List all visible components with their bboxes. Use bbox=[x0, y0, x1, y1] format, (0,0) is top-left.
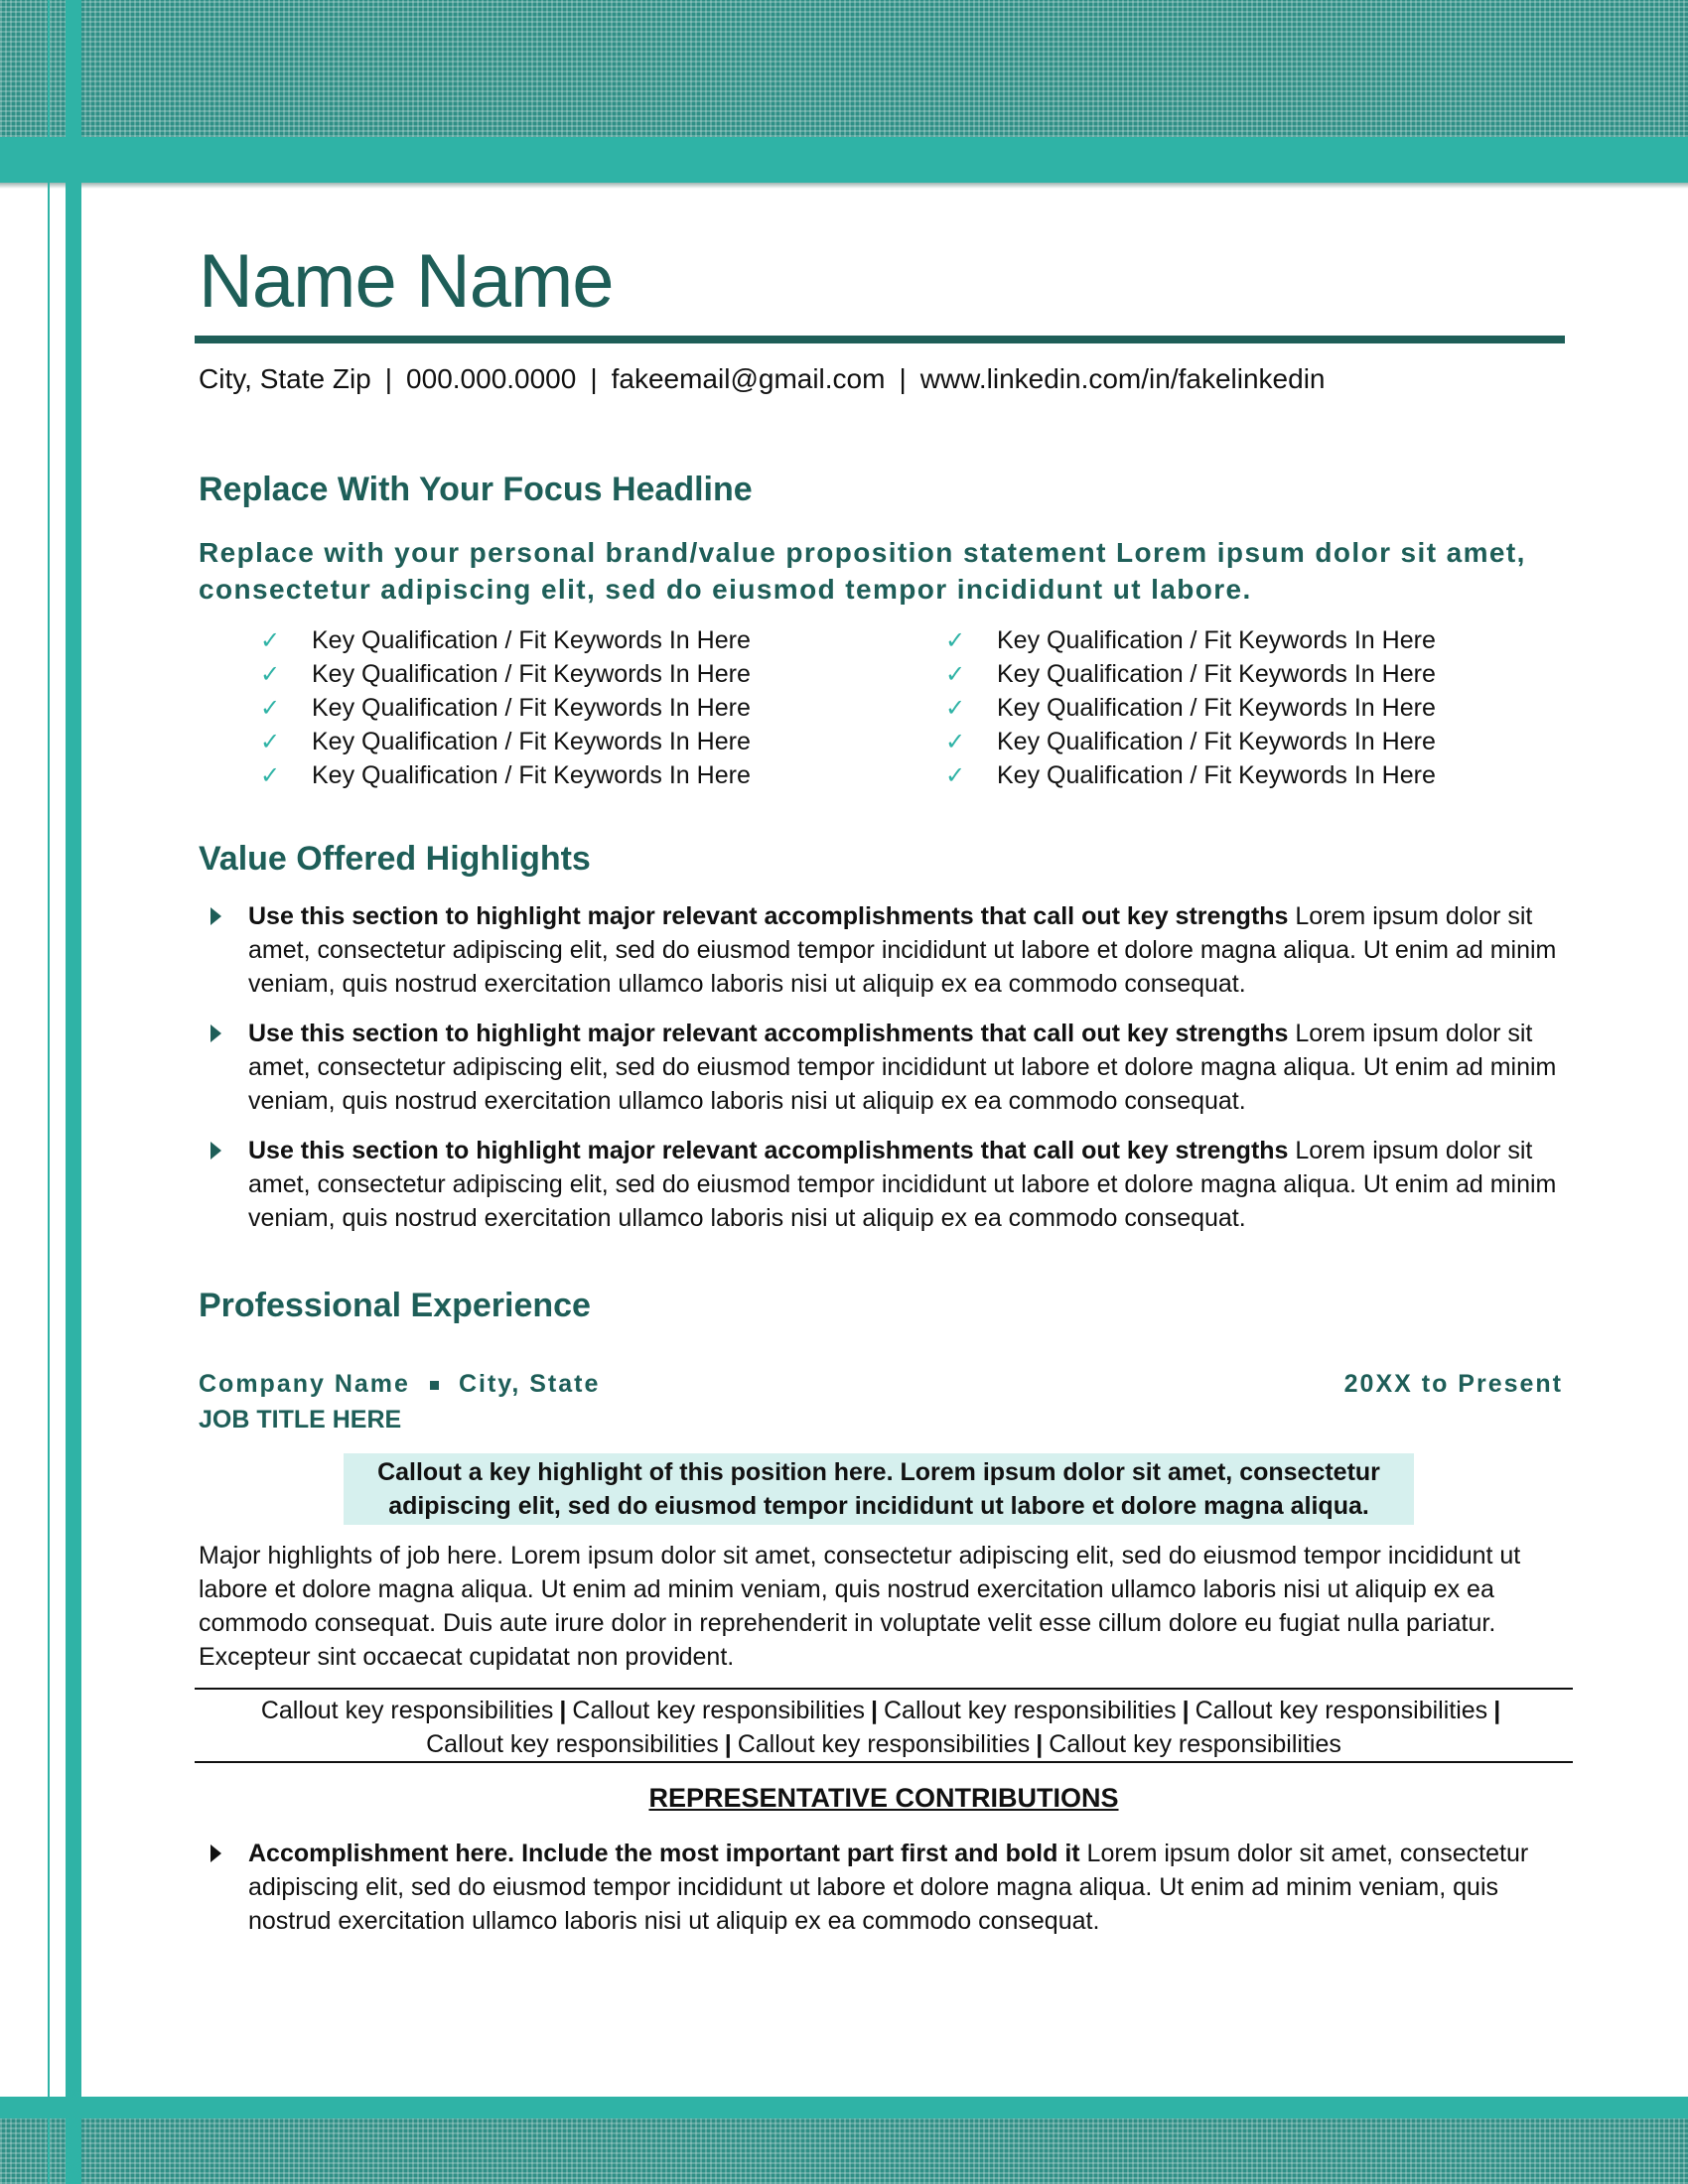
accomplishment-item bbox=[199, 1837, 1581, 1938]
responsibilities-row bbox=[195, 1694, 1573, 1727]
contact-separator: | bbox=[384, 363, 393, 394]
candidate-name: Name Name bbox=[199, 239, 614, 324]
check-icon: ✓ bbox=[260, 762, 281, 789]
name-underline-rule bbox=[195, 336, 1565, 343]
qualifications-right-column bbox=[945, 623, 1436, 792]
responsibility-separator: | bbox=[1182, 1697, 1190, 1724]
qualification-text: Key Qualification / Fit Keywords In Here bbox=[997, 626, 1436, 654]
highlights-title: Value Offered Highlights bbox=[199, 840, 591, 878]
highlight-item bbox=[199, 1134, 1569, 1235]
highlight-item bbox=[199, 1017, 1569, 1118]
responsibility-separator: | bbox=[559, 1697, 567, 1724]
square-bullet-icon bbox=[430, 1381, 439, 1390]
responsibility-item: Callout key responsibilities bbox=[260, 1697, 554, 1724]
bottom-stripe bbox=[0, 2097, 1688, 2118]
experience-title: Professional Experience bbox=[199, 1287, 591, 1324]
triangle-bullet-icon bbox=[211, 1844, 221, 1862]
highlight-text: Lorem ipsum dolor sit amet, consectetur adipiscing elit, sed do eiusmod tempor incididunt ut labore et dolore magna aliqua. Ut enim ad minim veniam, quis nostrud exercitation ullamco laboris nisi ut aliquip ex ea commodo consequat. bbox=[248, 1137, 1557, 1232]
accomplishment-text: Lorem ipsum dolor sit amet, consectetur adipiscing elit, sed do eiusmod tempor incididunt ut labore et dolore magna aliqua. Ut enim ad minim veniam, quis nostrud exercitation ullamco laboris nisi ut aliquip ex ea commodo consequat. bbox=[248, 1840, 1529, 1935]
triangle-bullet-icon bbox=[211, 1024, 221, 1042]
qualification-text: Key Qualification / Fit Keywords In Here bbox=[997, 728, 1436, 755]
position-callout-box bbox=[344, 1453, 1414, 1525]
qualification-text: Key Qualification / Fit Keywords In Here bbox=[312, 660, 751, 688]
qualification-text: Key Qualification / Fit Keywords In Here bbox=[997, 660, 1436, 688]
qualification-text: Key Qualification / Fit Keywords In Here bbox=[997, 761, 1436, 789]
qualification-text: Key Qualification / Fit Keywords In Here bbox=[312, 728, 751, 755]
responsibility-separator: | bbox=[1036, 1730, 1044, 1758]
employment-dates: 20XX to Present bbox=[1343, 1370, 1563, 1398]
company-name: Company Name bbox=[199, 1370, 410, 1398]
responsibility-separator: | bbox=[871, 1697, 878, 1724]
contact-separator: | bbox=[590, 363, 598, 394]
highlight-text: Lorem ipsum dolor sit amet, consectetur adipiscing elit, sed do eiusmod tempor incididunt ut labore et dolore magna aliqua. Ut enim ad minim veniam, quis nostrud exercitation ullamco laboris nisi ut aliquip ex ea commodo consequat. bbox=[248, 902, 1557, 998]
qualification-item bbox=[260, 758, 751, 792]
left-thin-vertical-line bbox=[48, 0, 50, 2184]
responsibility-item: Callout key responsibilities bbox=[426, 1730, 719, 1758]
highlight-bold-text: Use this section to highlight major relevant accomplishments that call out key strengths bbox=[248, 1020, 1289, 1047]
check-icon: ✓ bbox=[945, 627, 966, 654]
qualification-text: Key Qualification / Fit Keywords In Here bbox=[312, 626, 751, 654]
responsibilities-bottom-rule bbox=[195, 1761, 1573, 1763]
responsibility-item: Callout key responsibilities bbox=[737, 1730, 1031, 1758]
top-pattern-band bbox=[0, 0, 1688, 137]
check-icon: ✓ bbox=[260, 729, 281, 755]
callout-line: Callout a key highlight of this position here. Lorem ipsum dolor sit amet, consectetur bbox=[377, 1458, 1380, 1486]
qualification-item bbox=[260, 725, 751, 758]
check-icon: ✓ bbox=[260, 627, 281, 654]
check-icon: ✓ bbox=[945, 695, 966, 722]
check-icon: ✓ bbox=[260, 695, 281, 722]
accomplishments-list bbox=[199, 1837, 1581, 1954]
qualification-text: Key Qualification / Fit Keywords In Here bbox=[997, 694, 1436, 722]
brand-statement: Replace with your personal brand/value proposition statement Lorem ipsum dolor sit amet, consectetur adipiscing elit, sed do eiusmod tempor incididunt ut labore. bbox=[199, 537, 1526, 605]
job-title: JOB TITLE HERE bbox=[199, 1406, 402, 1433]
responsibilities-row bbox=[195, 1727, 1573, 1761]
responsibility-item: Callout key responsibilities bbox=[1195, 1697, 1488, 1724]
responsibility-separator: | bbox=[724, 1730, 732, 1758]
qualification-text: Key Qualification / Fit Keywords In Here bbox=[312, 761, 751, 789]
left-thick-vertical-bar bbox=[66, 0, 81, 2184]
major-highlights-paragraph: Major highlights of job here. Lorem ipsum dolor sit amet, consectetur adipiscing elit, sed do eiusmod tempor incididunt ut labore et dolore magna aliqua. Ut enim ad minim veniam, quis nostrud exercitation ullamco laboris nisi ut aliquip ex ea commodo consequat. Duis aute irure dolor in reprehenderit in voluptate velit esse cillum dolore eu fugiat nulla pariatur. Excepteur sint occaecat cupidatat non provident. bbox=[199, 1542, 1521, 1671]
qualification-item bbox=[945, 691, 1436, 725]
qualification-item bbox=[945, 758, 1436, 792]
responsibility-item: Callout key responsibilities bbox=[572, 1697, 865, 1724]
contact-linkedin: www.linkedin.com/in/fakelinkedin bbox=[919, 363, 1326, 394]
qualification-item bbox=[260, 657, 751, 691]
responsibility-item: Callout key responsibilities bbox=[1049, 1730, 1341, 1758]
contributions-title: REPRESENTATIVE CONTRIBUTIONS bbox=[648, 1783, 1119, 1813]
contact-separator: | bbox=[899, 363, 907, 394]
check-icon: ✓ bbox=[945, 729, 966, 755]
responsibilities-callout bbox=[195, 1694, 1573, 1761]
responsibility-separator: | bbox=[1493, 1697, 1501, 1724]
qualifications-left-column bbox=[260, 623, 751, 792]
accomplishment-bold-text: Accomplishment here. Include the most important part first and bold it bbox=[248, 1840, 1080, 1867]
company-line bbox=[199, 1370, 600, 1399]
qualification-item bbox=[945, 657, 1436, 691]
callout-line: adipiscing elit, sed do eiusmod tempor incididunt ut labore et dolore magna aliqua. bbox=[388, 1492, 1369, 1520]
qualification-item bbox=[260, 691, 751, 725]
check-icon: ✓ bbox=[945, 661, 966, 688]
highlight-bold-text: Use this section to highlight major relevant accomplishments that call out key strengths bbox=[248, 1137, 1289, 1164]
qualification-item bbox=[945, 623, 1436, 657]
contact-email: fakeemail@gmail.com bbox=[611, 363, 886, 394]
focus-headline: Replace With Your Focus Headline bbox=[199, 471, 753, 508]
qualification-item bbox=[260, 623, 751, 657]
contact-line bbox=[199, 363, 1325, 395]
check-icon: ✓ bbox=[260, 661, 281, 688]
highlight-text: Lorem ipsum dolor sit amet, consectetur adipiscing elit, sed do eiusmod tempor incididunt ut labore et dolore magna aliqua. Ut enim ad minim veniam, quis nostrud exercitation ullamco laboris nisi ut aliquip ex ea commodo consequat. bbox=[248, 1020, 1557, 1115]
company-location: City, State bbox=[458, 1370, 601, 1398]
bottom-pattern-band bbox=[0, 2118, 1688, 2184]
triangle-bullet-icon bbox=[211, 1142, 221, 1160]
highlight-bold-text: Use this section to highlight major relevant accomplishments that call out key strengths bbox=[248, 902, 1289, 930]
highlight-item bbox=[199, 899, 1569, 1001]
check-icon: ✓ bbox=[945, 762, 966, 789]
qualification-text: Key Qualification / Fit Keywords In Here bbox=[312, 694, 751, 722]
top-stripe-shadow bbox=[0, 183, 1688, 189]
contact-phone: 000.000.0000 bbox=[406, 363, 577, 394]
responsibility-item: Callout key responsibilities bbox=[884, 1697, 1177, 1724]
qualification-item bbox=[945, 725, 1436, 758]
responsibilities-top-rule bbox=[195, 1688, 1573, 1690]
top-stripe bbox=[0, 137, 1688, 183]
highlights-list bbox=[199, 899, 1569, 1251]
contact-location: City, State Zip bbox=[199, 363, 371, 394]
triangle-bullet-icon bbox=[211, 907, 221, 925]
